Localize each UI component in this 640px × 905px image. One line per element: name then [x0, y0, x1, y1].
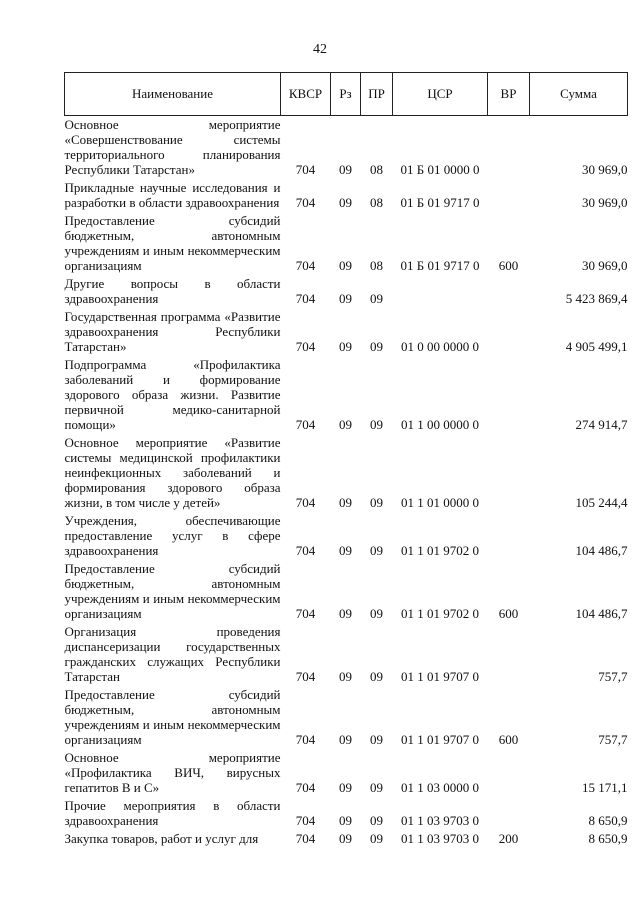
- cell-csr: 01 1 01 9702 0: [401, 543, 479, 558]
- cell-sum: 274 914,7: [575, 417, 628, 432]
- cell-vr: [488, 179, 530, 212]
- cell-pr: 08: [370, 258, 383, 273]
- table-row: [65, 308, 628, 356]
- cell-csr: 01 Б 01 9717 0: [400, 195, 480, 210]
- cell-csr: 01 Б 01 9717 0: [400, 258, 480, 273]
- cell-kvsr: 704: [295, 813, 316, 828]
- table-row: [65, 212, 628, 275]
- cell-sum: 8 650,9: [588, 813, 628, 828]
- cell-sum: 757,7: [598, 669, 628, 684]
- cell-vr: [488, 797, 530, 830]
- cell-name: Основное мероприятие «Совершенствование системы территориального планирования Республики Татарстан»: [64, 117, 281, 177]
- cell-csr: 01 1 03 9703 0: [401, 831, 479, 846]
- cell-sum: 4 905 499,1: [565, 339, 628, 354]
- cell-kvsr: 704: [295, 831, 316, 846]
- table-row: [65, 512, 628, 560]
- cell-sum: 104 486,7: [575, 606, 628, 621]
- cell-kvsr: 704: [295, 543, 316, 558]
- cell-rz: 09: [339, 780, 352, 795]
- cell-rz: 09: [339, 732, 352, 747]
- cell-csr: 01 1 03 0000 0: [401, 780, 479, 795]
- cell-csr: 01 1 00 0000 0: [401, 417, 479, 432]
- column-header-csr: ЦСР: [393, 73, 488, 116]
- cell-rz: 09: [339, 813, 352, 828]
- cell-csr: 01 1 03 9703 0: [401, 813, 479, 828]
- cell-csr: 01 Б 01 0000 0: [400, 162, 480, 177]
- cell-name: Предоставление субсидий бюджетным, автономным учреждениям и иным некоммерческим организациям: [64, 687, 281, 747]
- cell-vr: [488, 749, 530, 797]
- cell-pr: 09: [370, 732, 383, 747]
- cell-pr: 09: [370, 291, 383, 306]
- cell-vr: [488, 308, 530, 356]
- column-header-pr: ПР: [361, 73, 393, 116]
- cell-vr: [488, 356, 530, 434]
- cell-sum: 8 650,9: [588, 831, 628, 846]
- cell-rz: 09: [339, 495, 352, 510]
- cell-pr: 08: [370, 162, 383, 177]
- cell-kvsr: 704: [295, 417, 316, 432]
- cell-name: Основное мероприятие «Развитие системы медицинской профилактики неинфекционных заболеваний и формирования здорового образа жизни, в том числе у детей»: [64, 435, 281, 510]
- cell-name: Основное мероприятие «Профилактика ВИЧ, вирусных гепатитов В и С»: [64, 750, 281, 795]
- cell-vr: [488, 434, 530, 512]
- table-row: [65, 749, 628, 797]
- cell-name: Закупка товаров, работ и услуг для: [64, 831, 259, 846]
- cell-kvsr: 704: [295, 606, 316, 621]
- table-row: [65, 797, 628, 830]
- table-row: [65, 560, 628, 623]
- column-header-name: Наименование: [65, 73, 281, 116]
- cell-kvsr: 704: [295, 732, 316, 747]
- cell-rz: 09: [339, 195, 352, 210]
- cell-csr: 01 0 00 0000 0: [401, 339, 479, 354]
- cell-vr: 600: [498, 606, 519, 621]
- cell-pr: 08: [370, 195, 383, 210]
- cell-csr: 01 1 01 9707 0: [401, 669, 479, 684]
- cell-name: Организация проведения диспансеризации государственных гражданских служащих Республики Татарстан: [64, 624, 281, 684]
- cell-csr: [393, 275, 488, 308]
- cell-sum: 104 486,7: [575, 543, 628, 558]
- cell-kvsr: 704: [295, 195, 316, 210]
- cell-sum: 757,7: [598, 732, 628, 747]
- cell-vr: 600: [498, 732, 519, 747]
- cell-name: Учреждения, обеспечивающие предоставление услуг в сфере здравоохранения: [64, 513, 281, 558]
- cell-csr: 01 1 01 9702 0: [401, 606, 479, 621]
- table-row: [65, 623, 628, 686]
- cell-vr: [488, 275, 530, 308]
- cell-rz: 09: [339, 543, 352, 558]
- cell-kvsr: 704: [295, 495, 316, 510]
- cell-pr: 09: [370, 417, 383, 432]
- cell-rz: 09: [339, 606, 352, 621]
- cell-kvsr: 704: [295, 339, 316, 354]
- cell-vr: [488, 623, 530, 686]
- cell-kvsr: 704: [295, 780, 316, 795]
- cell-vr: [488, 116, 530, 180]
- budget-table: [64, 72, 628, 848]
- table-row: [65, 275, 628, 308]
- cell-sum: 30 969,0: [582, 195, 628, 210]
- cell-rz: 09: [339, 669, 352, 684]
- cell-rz: 09: [339, 291, 352, 306]
- table-row: [65, 116, 628, 180]
- cell-kvsr: 704: [295, 291, 316, 306]
- cell-vr: 600: [498, 258, 519, 273]
- cell-csr: 01 1 01 0000 0: [401, 495, 479, 510]
- column-header-sum: Сумма: [530, 73, 628, 116]
- cell-name: Предоставление субсидий бюджетным, автономным учреждениям и иным некоммерческим организациям: [64, 213, 281, 273]
- cell-pr: 09: [370, 339, 383, 354]
- cell-sum: 15 171,1: [582, 780, 628, 795]
- cell-pr: 09: [370, 495, 383, 510]
- cell-rz: 09: [339, 258, 352, 273]
- cell-sum: 105 244,4: [575, 495, 628, 510]
- table-row: [65, 434, 628, 512]
- cell-name: Предоставление субсидий бюджетным, автономным учреждениям и иным некоммерческим организациям: [64, 561, 281, 621]
- cell-sum: 30 969,0: [582, 162, 628, 177]
- cell-csr: 01 1 01 9707 0: [401, 732, 479, 747]
- cell-pr: 09: [370, 543, 383, 558]
- cell-pr: 09: [370, 669, 383, 684]
- table-row: [65, 830, 628, 848]
- cell-rz: 09: [339, 339, 352, 354]
- cell-name: Государственная программа «Развитие здравоохранения Республики Татарстан»: [64, 309, 281, 354]
- column-header-vr: ВР: [488, 73, 530, 116]
- cell-pr: 09: [370, 831, 383, 846]
- cell-name: Другие вопросы в области здравоохранения: [64, 276, 281, 306]
- cell-name: Прикладные научные исследования и разработки в области здравоохранения: [64, 180, 281, 210]
- page-number: 42: [313, 42, 327, 57]
- column-header-kvsr: КВСР: [281, 73, 331, 116]
- cell-pr: 09: [370, 780, 383, 795]
- table-row: [65, 179, 628, 212]
- cell-name: Подпрограмма «Профилактика заболеваний и формирование здорового образа жизни. Развитие первичной медико-санитарной помощи»: [64, 357, 281, 432]
- cell-name: Прочие мероприятия в области здравоохранения: [64, 798, 281, 828]
- cell-rz: 09: [339, 417, 352, 432]
- table-row: [65, 356, 628, 434]
- table-row: [65, 686, 628, 749]
- cell-rz: 09: [339, 162, 352, 177]
- cell-pr: 09: [370, 606, 383, 621]
- cell-pr: 09: [370, 813, 383, 828]
- cell-rz: 09: [339, 831, 352, 846]
- cell-sum: 5 423 869,4: [565, 291, 628, 306]
- cell-kvsr: 704: [295, 669, 316, 684]
- cell-kvsr: 704: [295, 162, 316, 177]
- cell-vr: [488, 512, 530, 560]
- cell-kvsr: 704: [295, 258, 316, 273]
- table-header-row: [65, 73, 628, 116]
- cell-sum: 30 969,0: [582, 258, 628, 273]
- column-header-rz: Рз: [331, 73, 361, 116]
- cell-vr: 200: [498, 831, 519, 846]
